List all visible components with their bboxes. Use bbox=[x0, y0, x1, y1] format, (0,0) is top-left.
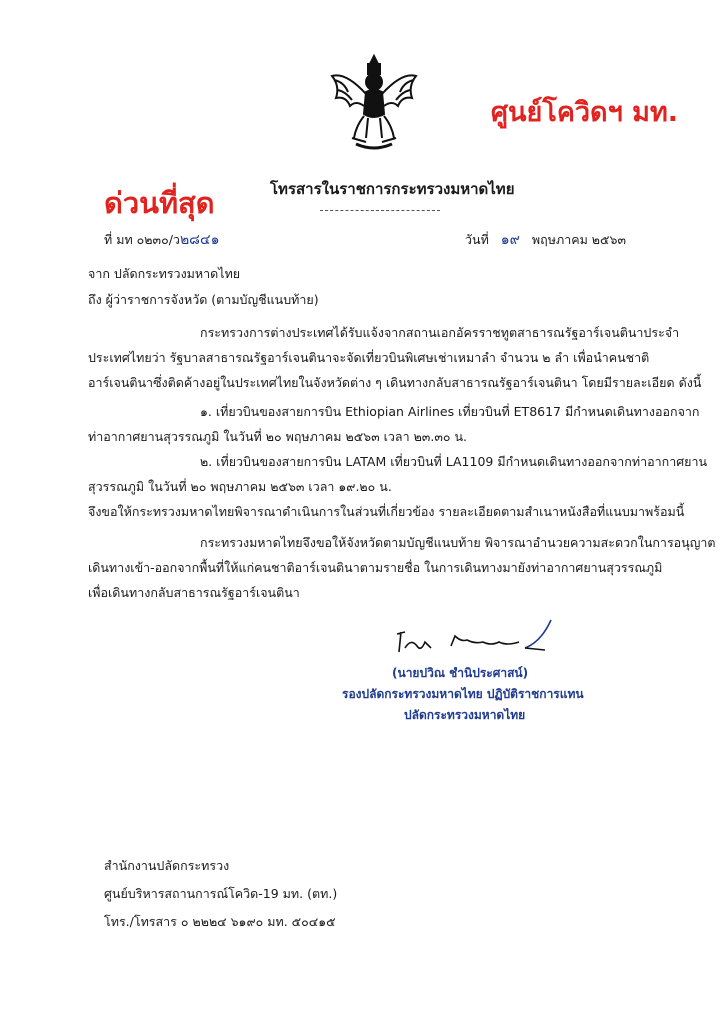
paragraph-1-closing: จึงขอให้กระทรวงมหาดไทยพิจารณาดำเนินการในส่วนที่เกี่ยวข้อง รายละเอียดตามสำเนาหนังสือที่แนบมาพร้อมนี้ bbox=[88, 504, 685, 519]
footer-center: ศูนย์บริหารสถานการณ์โควิด-19 มท. (ตท.) bbox=[104, 886, 338, 901]
paragraph-2-line-3: เพื่อเดินทางกลับสาธารณรัฐอาร์เจนตินา bbox=[88, 585, 300, 600]
document-heading: โทรสารในราชการกระทรวงมหาดไทย bbox=[270, 180, 515, 198]
paragraph-1-line-2: ประเทศไทยว่า รัฐบาลสาธารณรัฐอาร์เจนตินาจะจัดเที่ยวบินพิเศษเช่าเหมาลำ จำนวน ๒ ลำ เพื่อนำคนชาติ bbox=[88, 350, 650, 365]
to-line: ถึง ผู้ว่าราชการจังหวัด (ตามบัญชีแนบท้าย) bbox=[88, 292, 319, 307]
footer-office: สำนักงานปลัดกระทรวง bbox=[104, 858, 230, 873]
item-2-line-1: ๒. เที่ยวบินของสายการบิน LATAM เที่ยวบินที่ LA1109 มีกำหนดเดินทางออกจากท่าอากาศยาน bbox=[200, 454, 708, 469]
date-month-year: พฤษภาคม ๒๕๖๓ bbox=[531, 232, 626, 247]
garuda-emblem bbox=[326, 52, 422, 152]
item-1-line-1: ๑. เที่ยวบินของสายการบิน Ethiopian Airlines เที่ยวบินที่ ET8617 มีกำหนดเดินทางออกจาก bbox=[200, 404, 700, 419]
reference-number bbox=[104, 230, 219, 250]
paragraph-2-line-2: เดินทางเข้า-ออกจากพื้นที่ให้แก่คนชาติอาร์เจนตินาตามรายชื่อ ในการเดินทางมายังท่าอากาศยานสุวรรณภูมิ bbox=[88, 560, 663, 575]
signer-title: รองปลัดกระทรวงมหาดไทย ปฏิบัติราชการแทน bbox=[342, 687, 584, 701]
paragraph-2-line-1: กระทรวงมหาดไทยจึงขอให้จังหวัดตามบัญชีแนบท้าย พิจารณาอำนวยความสะดวกในการอนุญาต bbox=[200, 535, 716, 550]
signer-title-2: ปลัดกระทรวงมหาดไทย bbox=[404, 708, 526, 722]
date-day-handwritten: ๑๙ bbox=[500, 232, 520, 248]
from-line: จาก ปลัดกระทรวงมหาดไทย bbox=[88, 266, 241, 281]
handwritten-signature bbox=[395, 612, 555, 660]
footer-phone: โทร./โทรสาร ๐ ๒๒๒๔ ๖๑๙๐ มท. ๕๐๔๑๕ bbox=[104, 914, 336, 929]
heading-divider bbox=[320, 210, 440, 211]
reference-prefix: ที่ มท ๐๒๓๐/ว bbox=[104, 232, 180, 247]
covid-center-stamp: ศูนย์โควิดฯ มท. bbox=[490, 97, 678, 128]
paragraph-1-line-3: อาร์เจนตินาซึ่งติดค้างอยู่ในประเทศไทยในจังหวัดต่าง ๆ เดินทางกลับสาธารณรัฐอาร์เจนตินา โดยมีรายละเอียด ดังนี้ bbox=[88, 375, 702, 390]
date-prefix: วันที่ bbox=[465, 232, 489, 247]
reference-handwritten: ๒๘๔๑ bbox=[179, 232, 220, 248]
urgent-stamp: ด่วนที่สุด bbox=[104, 186, 215, 220]
signer-name: (นายปวิณ ชำนิประศาสน์) bbox=[392, 666, 529, 680]
document-date bbox=[465, 230, 626, 250]
item-2-line-2: สุวรรณภูมิ ในวันที่ ๒๐ พฤษภาคม ๒๕๖๓ เวลา ๑๙.๒๐ น. bbox=[88, 479, 392, 494]
item-1-line-2: ท่าอากาศยานสุวรรณภูมิ ในวันที่ ๒๐ พฤษภาคม ๒๕๖๓ เวลา ๒๓.๓๐ น. bbox=[88, 429, 467, 444]
paragraph-1-line-1: กระทรวงการต่างประเทศได้รับแจ้งจากสถานเอกอัครราชทูตสาธารณรัฐอาร์เจนตินาประจำ bbox=[200, 325, 680, 340]
